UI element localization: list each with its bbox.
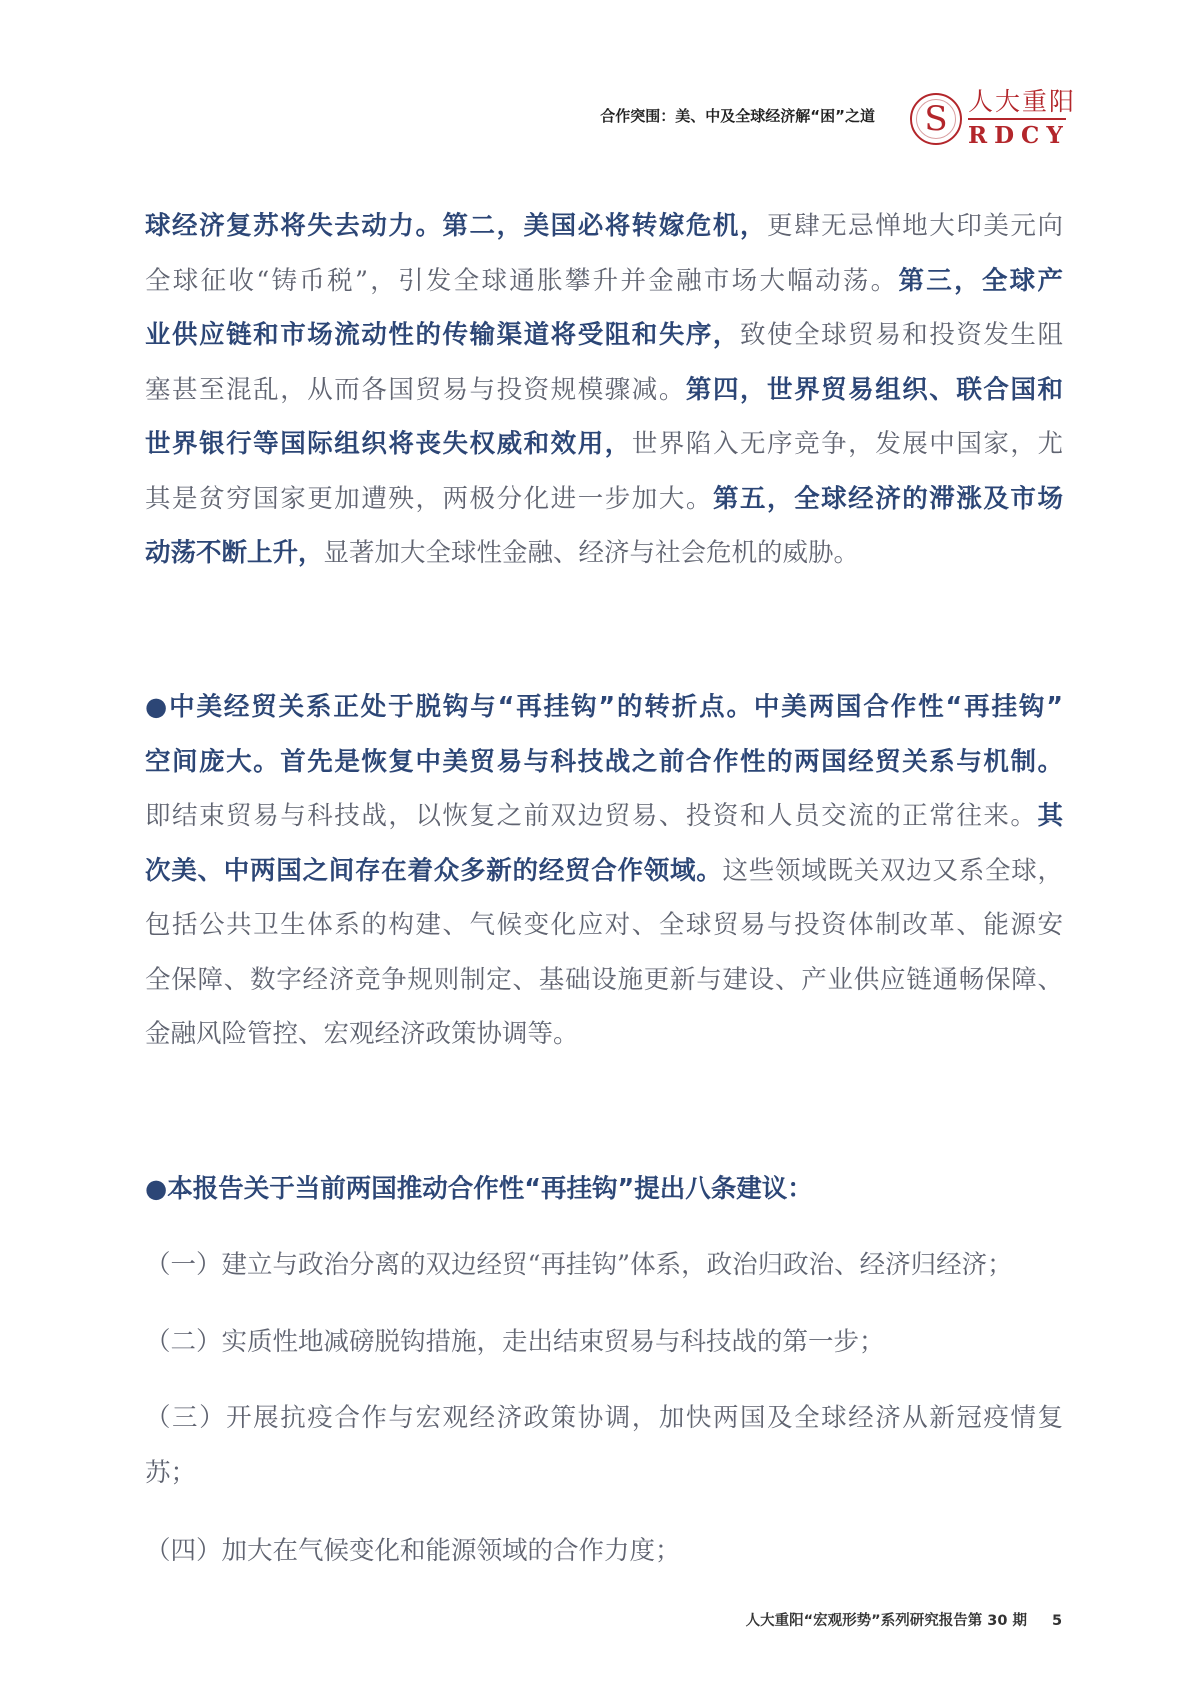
text-line xyxy=(145,789,1063,843)
text-line xyxy=(145,308,1063,362)
text-line xyxy=(145,680,1063,734)
text-segment: （四）加大在气候变化和能源领域的合作力度； xyxy=(145,1536,681,1566)
text-line xyxy=(145,526,1063,580)
bold-text-segment: ●中美经贸关系正处于脱钩与“再挂钩”的转折点。中美两国合作性“再挂钩” xyxy=(145,692,1063,722)
text-segment: 包括公共卫生体系的构建、气候变化应对、全球贸易与投资体制改革、能源安 xyxy=(145,910,1063,940)
text-segment: 更肆无忌惮地大印美元向 xyxy=(767,211,1063,241)
bold-text-segment: 第三，全球产 xyxy=(898,265,1063,296)
logo-rule xyxy=(968,118,1066,120)
text-line xyxy=(145,254,1063,308)
text-segment: 世界陷入无序竞争，发展中国家，尤 xyxy=(631,429,1063,459)
text-line xyxy=(145,363,1063,417)
text-segment: 苏； xyxy=(145,1457,197,1488)
text-segment: 致使全球贸易和投资发生阻 xyxy=(739,320,1063,350)
text-line xyxy=(145,1238,1063,1292)
bold-text-segment: 其 xyxy=(1037,801,1063,831)
bold-text-segment: 次美、中两国之间存在着众多新的经贸合作领域。 xyxy=(145,855,723,886)
text-segment: （三）开展抗疫合作与宏观经济政策协调，加快两国及全球经济从新冠疫情复 xyxy=(145,1403,1063,1433)
bold-text-segment: 第五，全球经济的滞涨及市场 xyxy=(712,483,1063,514)
text-segment: 这些领域既关双边又系全球， xyxy=(722,855,1063,886)
text-segment: （二）实质性地减磅脱钩措施，走出结束贸易与科技战的第一步； xyxy=(145,1327,885,1357)
seal-s-icon: S xyxy=(910,93,962,145)
page-number: 5 xyxy=(1052,1613,1063,1629)
text-line xyxy=(145,472,1063,526)
running-header-title: 合作突围：美、中及全球经济解“困”之道 xyxy=(600,107,875,125)
text-segment: 塞甚至混乱，从而各国贸易与投资规模骤减。 xyxy=(145,374,686,405)
text-line xyxy=(145,1446,1063,1500)
text-segment: 显著加大全球性金融、经济与社会危机的威胁。 xyxy=(323,538,860,568)
text-line xyxy=(145,735,1063,789)
text-segment: 全球征收“铸币税”，引发全球通胀攀升并金融市场大幅动荡。 xyxy=(145,265,899,296)
text-line xyxy=(145,1007,1063,1061)
bold-text-segment: 空间庞大。首先是恢复中美贸易与科技战之前合作性的两国经贸关系与机制。 xyxy=(145,746,1063,777)
text-line xyxy=(145,1315,1063,1369)
bold-text-segment: 世界银行等国际组织将丧失权威和效用， xyxy=(145,429,632,459)
text-line xyxy=(145,1524,1063,1578)
rdcy-logo xyxy=(910,87,1077,150)
text-segment: 即结束贸易与科技战，以恢复之前双边贸易、投资和人员交流的正常往来。 xyxy=(145,801,1038,831)
bold-text-segment: 业供应链和市场流动性的传输渠道将受阻和失序， xyxy=(145,320,740,350)
text-line xyxy=(145,844,1063,898)
text-line xyxy=(145,199,1063,253)
text-line xyxy=(145,1162,1063,1216)
bold-text-segment: ●本报告关于当前两国推动合作性“再挂钩”提出八条建议： xyxy=(145,1174,813,1204)
text-line xyxy=(145,1391,1063,1445)
logo-chinese: 人大重阳 xyxy=(968,87,1077,116)
bold-text-segment: 球经济复苏将失去动力。第二，美国必将转嫁危机， xyxy=(145,211,768,241)
text-segment: 其是贫穷国家更加遭殃，两极分化进一步加大。 xyxy=(145,483,713,514)
bold-text-segment: 动荡不断上升， xyxy=(145,538,324,568)
bold-text-segment: 第四，世界贸易组织、联合国和 xyxy=(685,374,1063,405)
text-segment: 金融风险管控、宏观经济政策协调等。 xyxy=(145,1019,579,1049)
text-segment: 全保障、数字经济竞争规则制定、基础设施更新与建设、产业供应链通畅保障、 xyxy=(145,964,1063,995)
text-line xyxy=(145,417,1063,471)
footer-series: 人大重阳“宏观形势”系列研究报告第 30 期 xyxy=(745,1613,1027,1629)
text-line xyxy=(145,898,1063,952)
logo-english: RDCY xyxy=(968,122,1070,149)
text-segment: （一）建立与政治分离的双边经贸“再挂钩”体系，政治归政治、经济归经济； xyxy=(145,1250,1013,1280)
text-line xyxy=(145,953,1063,1007)
